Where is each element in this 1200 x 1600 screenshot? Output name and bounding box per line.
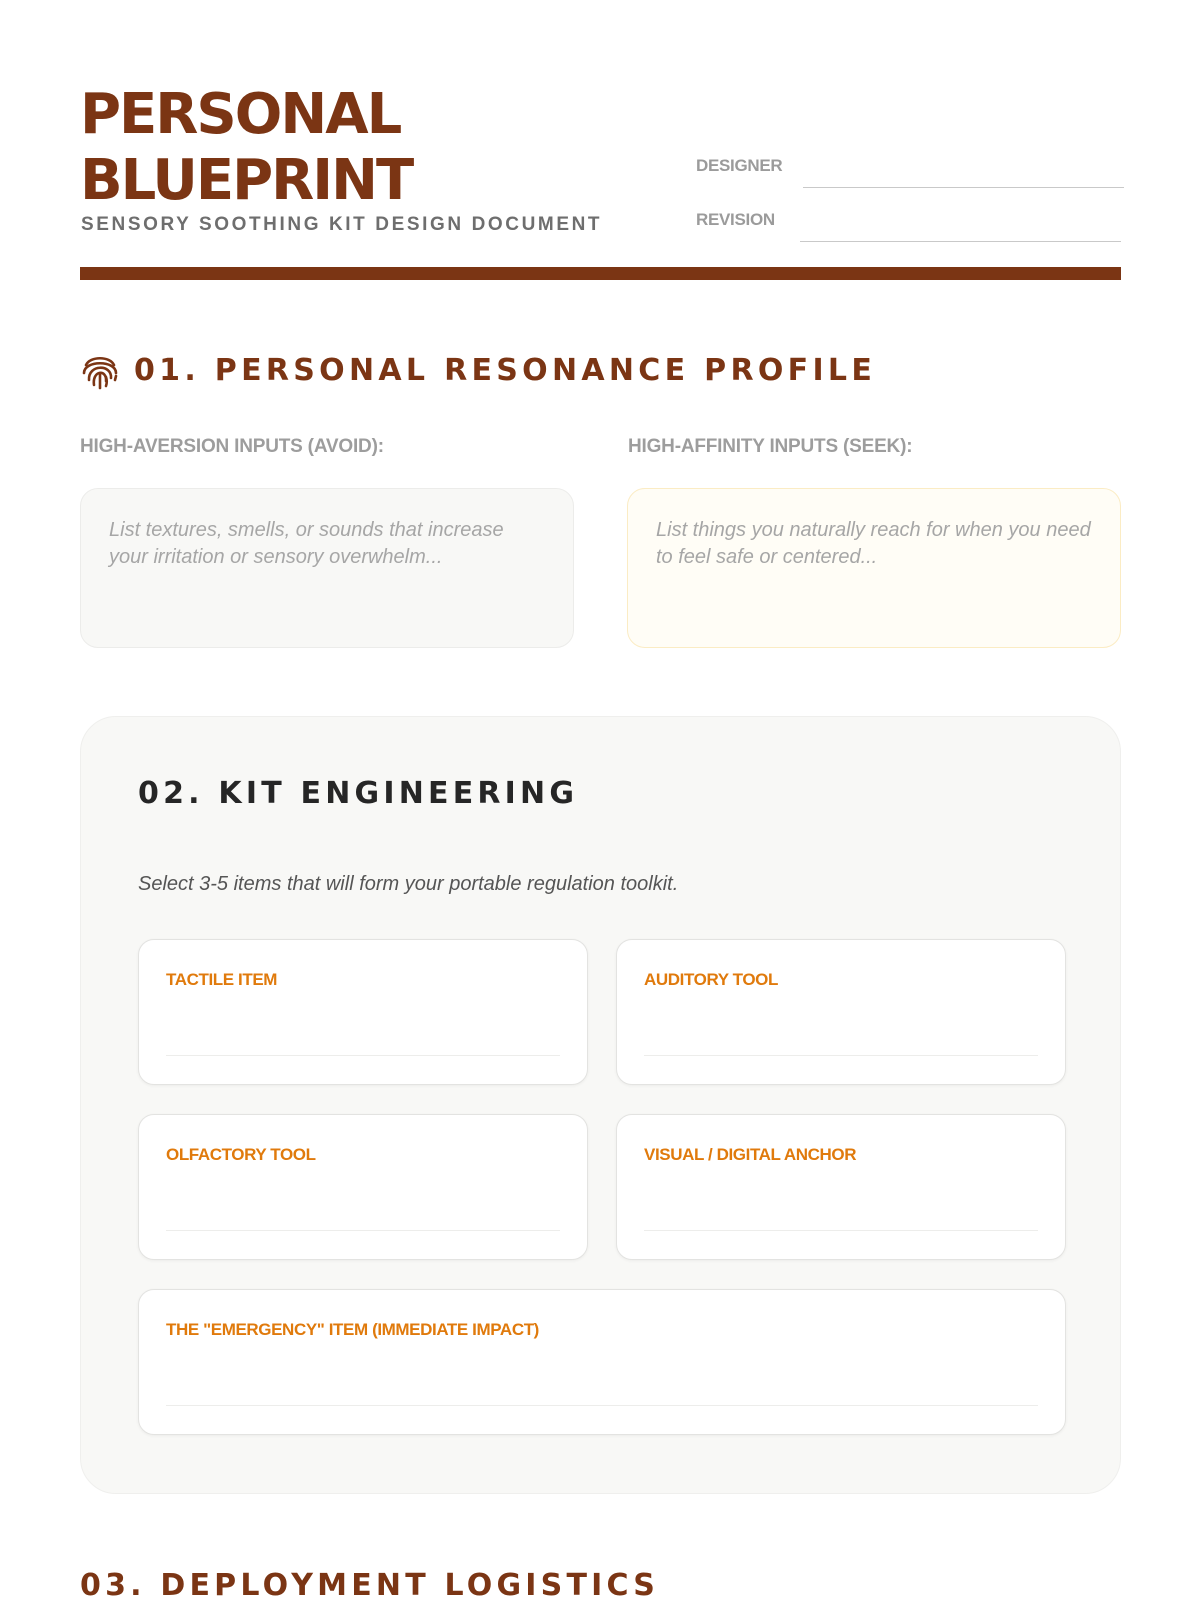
section-3-title: 03. DEPLOYMENT LOGISTICS <box>80 1568 660 1600</box>
auditory-tool-field[interactable] <box>616 939 1066 1085</box>
emergency-item-input-line[interactable] <box>166 1405 1038 1406</box>
olfactory-tool-input-line[interactable] <box>166 1230 560 1231</box>
tactile-item-input-line[interactable] <box>166 1055 560 1056</box>
section-1-header <box>80 350 876 390</box>
title-line-2: BLUEPRINT <box>80 148 413 213</box>
avoid-placeholder: List textures, smells, or sounds that increase your irritation or sensory overwhelm... <box>109 519 504 568</box>
section-1-title: 01. PERSONAL RESONANCE PROFILE <box>134 352 877 388</box>
page-subtitle: SENSORY SOOTHING KIT DESIGN DOCUMENT <box>81 214 603 235</box>
olfactory-tool-label: OLFACTORY TOOL <box>166 1145 316 1164</box>
page-title <box>80 82 640 214</box>
emergency-item-field[interactable] <box>138 1289 1066 1435</box>
olfactory-tool-field[interactable] <box>138 1114 588 1260</box>
section-2-title: 02. KIT ENGINEERING <box>138 776 579 811</box>
auditory-tool-label: AUDITORY TOOL <box>644 970 778 989</box>
seek-textarea[interactable] <box>627 488 1121 648</box>
emergency-item-label: THE "EMERGENCY" ITEM (IMMEDIATE IMPACT) <box>166 1320 539 1339</box>
designer-label: DESIGNER <box>696 156 783 175</box>
visual-digital-anchor-field[interactable] <box>616 1114 1066 1260</box>
visual-digital-anchor-label: VISUAL / DIGITAL ANCHOR <box>644 1145 857 1164</box>
revision-field[interactable] <box>800 241 1121 242</box>
seek-label: HIGH-AFFINITY INPUTS (SEEK): <box>628 436 913 457</box>
fingerprint-icon <box>80 350 120 390</box>
visual-digital-anchor-input-line[interactable] <box>644 1230 1038 1231</box>
tactile-item-field[interactable] <box>138 939 588 1085</box>
revision-label: REVISION <box>696 210 775 229</box>
designer-field[interactable] <box>803 187 1124 188</box>
auditory-tool-input-line[interactable] <box>644 1055 1038 1056</box>
avoid-label: HIGH-AVERSION INPUTS (AVOID): <box>80 436 384 457</box>
title-line-1: PERSONAL <box>80 82 401 147</box>
avoid-textarea[interactable] <box>80 488 574 648</box>
section-2-description: Select 3-5 items that will form your portable regulation toolkit. <box>138 873 679 895</box>
tactile-item-label: TACTILE ITEM <box>166 970 278 989</box>
seek-placeholder: List things you naturally reach for when you need to feel safe or centered... <box>656 519 1091 568</box>
header-divider <box>80 267 1121 280</box>
